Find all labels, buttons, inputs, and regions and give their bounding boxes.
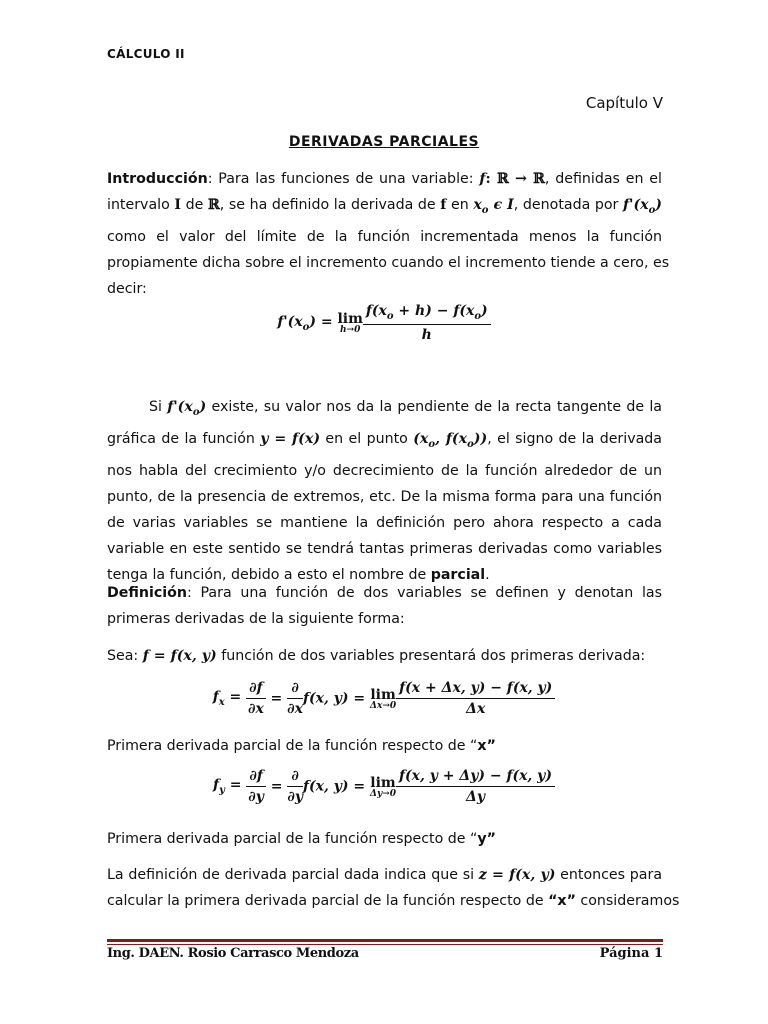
header-title: CÁLCULO II [107, 47, 185, 61]
p2-line-5: de varias variables se mantiene la definición pero ahora respecto a cada [107, 514, 662, 531]
footer-page-number: Página 1 [599, 946, 663, 961]
def-line-1: Definición: Para una función de dos variables se definen y denotan las [107, 585, 662, 601]
footer-rule-thick [107, 939, 663, 942]
definition-paragraph [107, 580, 662, 632]
intro-line-4: propiamente dicha sobre el incremento cuando el incremento tiende a cero, es [107, 254, 670, 271]
intro-line-3: como el valor del límite de la función incrementada menos la función [107, 228, 662, 245]
definition-label: Definición [107, 585, 187, 601]
sea-line: Sea: f = f(x, y) función de dos variables presentará dos primeras derivada: [107, 648, 646, 664]
intro-label: Introducción [107, 171, 208, 187]
page-title: DERIVADAS PARCIALES [288, 134, 480, 150]
last-line-2: calcular la primera derivada parcial de la función respecto de “x” consideramos [107, 893, 680, 909]
last-paragraph [107, 862, 680, 914]
chapter-label: Capítulo V [585, 94, 663, 112]
last-line-1: La definición de derivada parcial dada indica que si z = f(x, y) entonces para [107, 867, 663, 883]
equation-derivative-definition: $f'(x_o) = \lim$ h→0 $\frac{f(x_o + h) - f(x_o)}{h}$ [0, 303, 768, 343]
paragraph-tangent [107, 394, 662, 588]
equation-partial-y: $f_y$ = $\frac{\partial f}{\partial y}$ = $\frac{\partial}{\partial y}$ f(x, y) = lim Δy→0 $\frac{f(x, y + \Delta y) - f(x, y)}{\Delta y}$ [0, 768, 768, 805]
p2-line-6: variable en este sentido se tendrá tantas primeras derivadas como variables [107, 540, 662, 557]
p2-line-2: gráfica de la función y = f(x) en el punto ($x_o$, $f(x_o)$), el signo de la derivada [107, 430, 662, 450]
intro-line-5: decir: [107, 280, 147, 297]
p2-line-3: nos habla del crecimiento y/o decrecimiento de la función alrededor de un [107, 462, 662, 479]
footer-author: Ing. DAEN. Rosio Carrasco Mendoza [107, 946, 359, 961]
footer-rule-thin [107, 944, 663, 945]
intro-line-2: intervalo I de ℝ, se ha definido la derivada de f en $x_o$ ϵ I, denotada por $f'(x_o)$ [107, 197, 663, 216]
p2-line-4: punto, de la presencia de extremos, etc. De la misma forma para una función [107, 488, 662, 505]
intro-paragraph [107, 166, 670, 302]
equation-partial-x: $f_x$ = $\frac{\partial f}{\partial x}$ = $\frac{\partial}{\partial x}$ f(x, y) = lim Δx→0 $\frac{f(x + \Delta x, y) - f(x, y)}{\Delta x}$ [0, 680, 768, 717]
p2-line-7: tenga la función, debido a esto el nombre de parcial. [107, 566, 490, 583]
caption-partial-y: Primera derivada parcial de la función respecto de “y” [107, 831, 496, 847]
p2-line-1: Si $f'(x_o)$ existe, su valor nos da la pendiente de la recta tangente de la [149, 399, 662, 418]
intro-line-1: Introducción: Para las funciones de una variable: f: ℝ → ℝ, definidas en el [107, 171, 662, 187]
def-line-2: primeras derivadas de la siguiente forma: [107, 611, 405, 627]
caption-partial-x: Primera derivada parcial de la función respecto de “x” [107, 738, 496, 754]
formula-f-R-R: f [479, 171, 486, 187]
